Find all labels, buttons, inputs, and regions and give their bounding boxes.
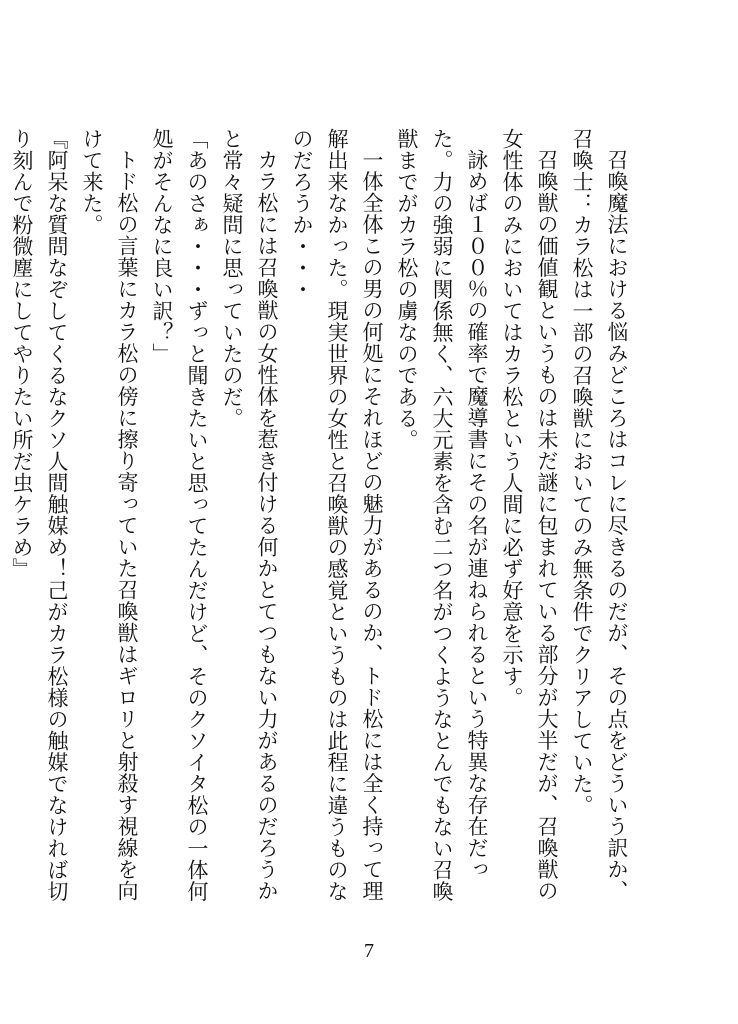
dialogue-line-1: 「あのさぁ・・・ずっと聞きたいと思ってたんだけど、そのクソイタ松の一体何処がそんなに良い訳？」 (150, 128, 209, 902)
dialogue-line-2: 『阿呆な質問なぞしてくるなクソ人間触媒め！己がカラ松様の触媒でなければ切り刻んで粉微塵にしてやりたい所だ虫ケラめ』 (10, 128, 69, 902)
paragraph-3: 詠めば１００％の確率で魔導書にその名が連ねられるという特異な存在だった。力の強弱に関係無く、六大元素を含む二つ名がつくようなとんでもない召喚獣までがカラ松の虜なのである。 (395, 128, 489, 902)
paragraph-7 (0, 128, 4, 904)
paragraph-1: 召喚魔法における悩みどころはコレに尽きるのだが、その点をどういう訳か、召喚士：カラ松は一部の召喚獣においてのみ無条件でクリアしていた。 (570, 128, 629, 902)
page-number: 7 (364, 940, 374, 962)
paragraph-5: カラ松には召喚獣の女性体を惹き付ける何かとてつもない力があるのだろうかと常々疑問に思っていたのだ。 (220, 128, 279, 902)
paragraph-6: トド松の言葉にカラ松の傍に擦り寄っていた召喚獣はギロリと射殺す視線を向けて来た。 (80, 128, 139, 902)
paragraph-4: 一体全体この男の何処にそれほどの魅力があるのか、トド松には全く持って理解出来なかった。現実世界の女性と召喚獣の感覚というものは此程に違うものなのだろうか・・・ (290, 128, 384, 902)
vertical-text-body (10, 128, 634, 904)
paragraph-2: 召喚獣の価値観というものは未だ謎に包まれている部分が大半だが、召喚獣の女性体のみにおいてはカラ松という人間に必ず好意を示す。 (500, 128, 559, 902)
